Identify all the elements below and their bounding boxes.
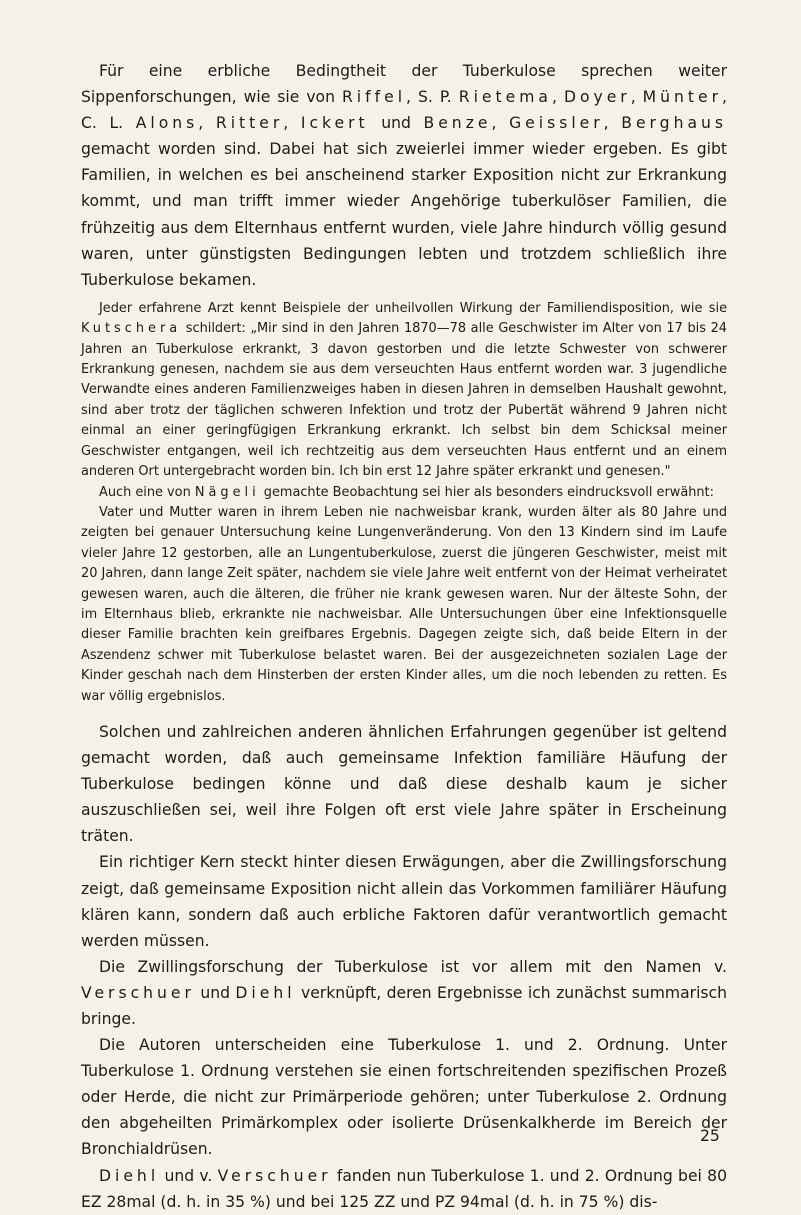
author-name: Diehl — [235, 983, 296, 1002]
author-name: Ritter — [215, 114, 284, 133]
author-name: Münter — [642, 88, 723, 107]
paragraph-gemeinsame-infektion: Solchen und zahlreichen anderen ähnlichen Erfahrungen gegenüber ist geltend gemacht worden, daß auch gemeinsame Infektion familiäre Häufung der Tuberkulose bedingen könne und daß diese deshalb kaum je sicher auszuschließen sei, weil ihre Folgen oft erst viele Jahre später in Erscheinung träten. — [81, 722, 727, 846]
author-name: Nägeli — [194, 484, 260, 500]
page-body — [81, 58, 727, 1215]
paragraph-zwillingsforschung: Die Zwillingsforschung der Tuberkulose ist vor allem mit den Namen v. Verschuer und Diehl verknüpft, deren Ergebnisse ich zunächst summarisch bringe. — [81, 957, 727, 1028]
paragraph-sippenforschung: Für eine erbliche Bedingtheit der Tuberkulose sprechen weiter Sippenforschungen, wie sie von Riffel, S. P. Rietema, Doyer, Münter, C. L. Alons, Ritter, Ickert und Benze, Geissler, Berghaus gemacht worden sind. Dabei hat sich zweierlei immer wieder ergeben. Es gibt Familien, in welchen es bei anscheinend starker Exposition nicht zur Erkrankung kommt, und man trifft immer wieder Angehörige tuberkulöser Familien, die frühzeitig aus dem Elternhaus entfernt wurden, viele Jahre hindurch völlig gesund waren, unter günstigsten Bedingungen lebten und trotzdem schließlich ihre Tuberkulose bekamen. — [81, 62, 728, 289]
author-name: Verschuer — [217, 1166, 332, 1185]
quote-naegeli-intro: Auch eine von Nägeli gemachte Beobachtung sei hier als besonders eindrucksvoll erwähnt: — [99, 484, 714, 500]
author-name: Ickert — [300, 114, 369, 133]
quote-naegeli-case: Vater und Mutter waren in ihrem Leben nie nachweisbar krank, wurden älter als 80 Jahre und zeigten bei genauer Untersuchung keine Lungenveränderung. Von den 13 Kindern sind im Laufe vieler Jahre 12 gestorben, alle an Lungentuberkulose, zuerst die jüngeren Geschwister, meist mit 20 Jahren, dann lange Zeit später, nachdem sie viele Jahre weit entfernt von der Heimat verheiratet gewesen waren, auch die älteren, die früher nie krank gewesen waren. Nur der älteste Sohn, der im Elternhaus blieb, erkrankte nie nachweisbar. Alle Untersuchungen über eine Infektionsquelle dieser Familie brachten kein greifbares Ergebnis. Dagegen zeigte sich, daß beide Eltern in der Aszendenz schwer mit Tuberkulose belastet waren. Bei der ausgezeichneten sozialen Lage der Kinder geschah nach dem Hinsterben der ersten Kinder alles, um die noch lebenden zu retten. Es war völlig ergebnislos. — [81, 504, 727, 704]
author-name: Rietema — [458, 88, 552, 107]
author-name: Berghaus — [621, 114, 728, 133]
quote-kutschera: Jeder erfahrene Arzt kennt Beispiele der unheilvollen Wirkung der Familiendisposition, wie sie Kutschera schildert: „Mir sind in den Jahren 1870—78 alle Geschwister im Alter von 17 bis 24 Jahren an Tuberkulose erkrankt, 3 davon gestorben und die letzte Schwester von schwerer Erkrankung genesen, nachdem sie aus dem verseuchten Haus entfernt worden war. 3 jugendliche Verwandte eines anderen Familienzweiges haben in diesen Jahren in demselben Haushalt gewohnt, sind aber trotz der täglichen schweren Infektion und trotz der Pubertät während 9 Jahren nicht einmal an einer geringfügigen Erkrankung erkrankt. Ich selbst bin dem Schicksal meiner Geschwister entgangen, weil ich rechtzeitig aus dem verseuchten Haus entfernt und an einem anderen Ort untergebracht worden bin. Ich bin erst 12 Jahre später erkrankt und genesen." — [81, 300, 727, 480]
paragraph-richtiger-kern: Ein richtiger Kern steckt hinter diesen Erwägungen, aber die Zwillingsforschung zeigt, daß gemeinsame Exposition nicht allein das Vorkommen familiärer Häufung klären kann, sondern daß auch erbliche Faktoren dafür verantwortlich gemacht werden müssen. — [81, 853, 727, 950]
author-name: Verschuer — [81, 983, 195, 1002]
author-name: Riffel — [341, 88, 407, 107]
author-name: Benze — [423, 114, 492, 133]
paragraph-diehl-verschuer: Diehl und v. Verschuer fanden nun Tuberkulose 1. und 2. Ordnung bei 80 EZ 28mal (d. h. in 35 %) und bei 125 ZZ und PZ 94mal (d. h. in 75 %) dis- — [81, 1166, 728, 1211]
author-name: Alons — [135, 114, 199, 133]
author-name: Doyer — [563, 88, 631, 107]
author-name: Geissler — [509, 114, 604, 133]
page-number: 25 — [700, 1127, 720, 1145]
paragraph-tuberkulose-ordnung: Die Autoren unterscheiden eine Tuberkulose 1. und 2. Ordnung. Unter Tuberkulose 1. Ordnung verstehen sie einen fortschreitenden spezifischen Prozeß oder Herde, die nicht zur Primärperiode gehören; unter Tuberkulose 2. Ordnung den abgeheilten Primärkomplex oder isolierte Drüsenkalkherde im Bereich der Bronchialdrüsen. — [81, 1036, 727, 1159]
author-name: Kutschera — [81, 321, 182, 337]
author-name: Diehl — [99, 1166, 160, 1185]
